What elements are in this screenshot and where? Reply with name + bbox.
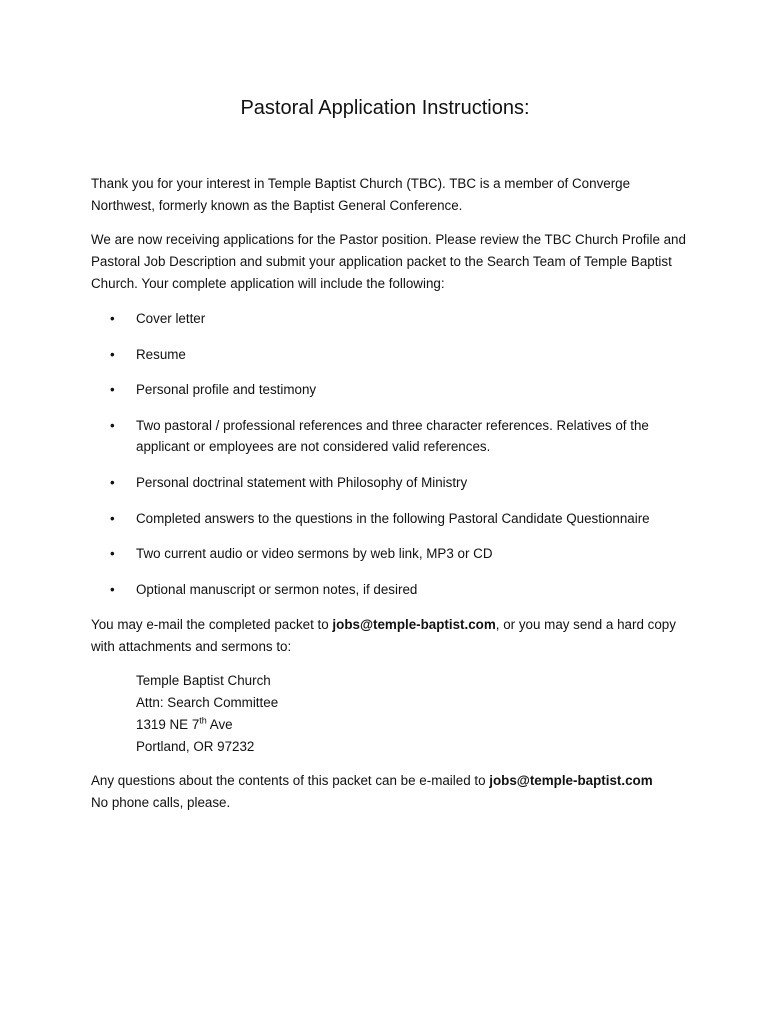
questions-text-before: Any questions about the contents of this packet can be e-mailed to: [91, 773, 490, 788]
submit-paragraph: [91, 614, 691, 658]
submit-text-before: You may e-mail the completed packet to: [91, 617, 333, 632]
requirement-text: Two current audio or video sermons by web link, MP3 or CD: [136, 546, 493, 562]
bullet-icon: •: [110, 311, 115, 326]
bullet-icon: •: [110, 382, 115, 398]
page-title: Pastoral Application Instructions:: [240, 97, 530, 119]
address-line-church: Temple Baptist Church: [136, 673, 271, 688]
street-ordinal: th: [199, 715, 207, 726]
no-phone-note: No phone calls, please.: [91, 795, 231, 810]
intro-paragraph: Thank you for your interest in Temple Baptist Church (TBC). TBC is a member of Converge Northwest, formerly known as the Baptist General Conference.: [91, 176, 631, 213]
mailing-address: [136, 670, 278, 758]
questions-email-link[interactable]: jobs@temple-baptist.com: [489, 773, 653, 788]
street-prefix: 1319 NE 7: [136, 717, 200, 732]
street-suffix: Ave: [206, 717, 233, 732]
requirement-text: Personal profile and testimony: [136, 382, 317, 398]
applications-paragraph: We are now receiving applications for the Pastor position. Please review the TBC Church Profile and Pastoral Job Description and submit your application packet to the Search Team of Temple Baptist Church. Your complete application will include the following:: [91, 232, 686, 291]
bullet-icon: •: [110, 581, 115, 597]
submit-text-after: , or you may send a hard copy with attachments and sermons to:: [91, 617, 676, 654]
bullet-icon: •: [110, 346, 115, 362]
address-line-attn: Attn: Search Committee: [136, 695, 279, 710]
address-line-street: [136, 714, 278, 736]
bullet-icon: •: [110, 510, 115, 526]
requirement-text: Personal doctrinal statement with Philosophy of Ministry: [136, 474, 468, 490]
requirement-text: Completed answers to the questions in the following Pastoral Candidate Questionnaire: [136, 510, 650, 526]
bullet-icon: •: [110, 546, 115, 562]
bullet-icon: •: [110, 474, 115, 490]
list-item: [91, 379, 691, 401]
bullet-icon: •: [110, 417, 115, 433]
list-item: [91, 508, 691, 530]
questions-line: [91, 770, 691, 792]
list-item: [91, 579, 691, 601]
requirement-text: Optional manuscript or sermon notes, if desired: [136, 581, 418, 597]
requirement-text: Cover letter: [136, 311, 206, 326]
list-item: [91, 415, 691, 458]
questions-paragraph: [91, 770, 691, 814]
list-item: [91, 472, 691, 494]
list-item: [91, 543, 691, 565]
requirement-text: Two pastoral / professional references and three character references. Relatives of the applicant or employees are not considered valid references.: [136, 417, 649, 455]
list-item: [91, 308, 691, 330]
submit-email-link[interactable]: jobs@temple-baptist.com: [332, 617, 496, 632]
requirements-list: [91, 308, 691, 614]
address-line-city: Portland, OR 97232: [136, 739, 255, 754]
requirement-text: Resume: [136, 346, 186, 362]
list-item: [91, 344, 691, 366]
